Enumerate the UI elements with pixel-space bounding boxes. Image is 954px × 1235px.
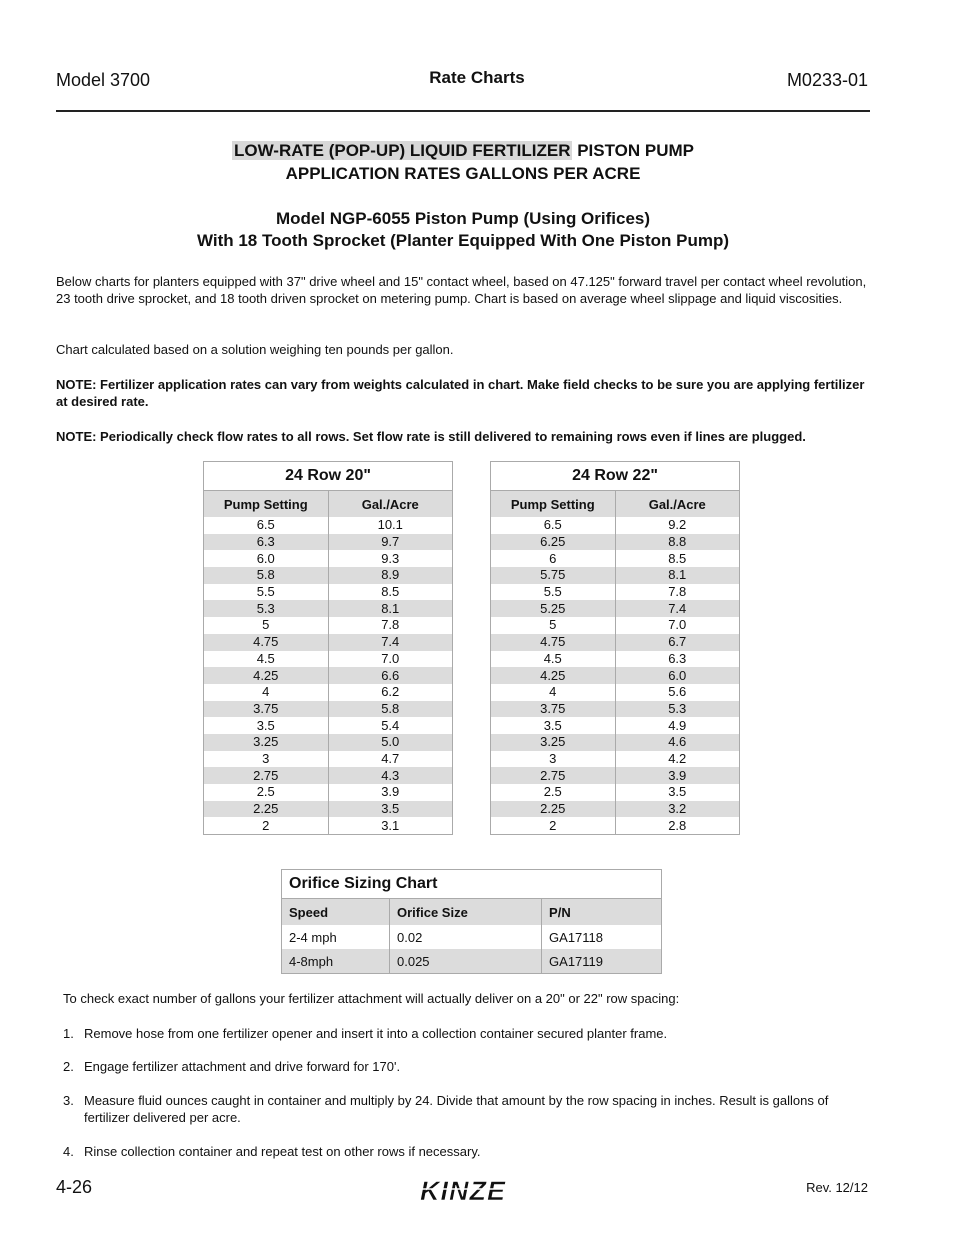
table-cell: 6: [549, 550, 557, 566]
table-row: [491, 534, 740, 551]
table-cell: 7.8: [615, 584, 740, 601]
table-cell: 6.0: [615, 667, 740, 684]
table-row: [204, 784, 453, 801]
table-cell: GA17118: [542, 925, 662, 949]
table-cell: 9.3: [328, 550, 453, 567]
table-cell: 6.6: [328, 667, 453, 684]
table-cell: 2.8: [615, 817, 740, 834]
table-row: [204, 567, 453, 584]
table-cell: 8.1: [328, 600, 453, 617]
table-row: [491, 717, 740, 734]
table-cell: 4.3: [328, 767, 453, 784]
table-cell: GA17119: [542, 949, 662, 974]
table-cell: 2: [262, 817, 270, 833]
table-row: [204, 634, 453, 651]
table-row: [204, 517, 453, 534]
table-cell: 3.5: [328, 801, 453, 818]
table-row: [204, 684, 453, 701]
table-cell: 5.75: [491, 567, 616, 584]
table-cell: 8.8: [615, 534, 740, 551]
table-cell: 4.25: [204, 667, 329, 684]
table-row: [204, 584, 453, 601]
table-row: [204, 600, 453, 617]
table-cell: 4.7: [328, 751, 453, 768]
column-header: Pump Setting: [491, 491, 616, 518]
table-cell: 6.5: [543, 517, 562, 533]
table-row: [204, 817, 453, 834]
table-row: [491, 634, 740, 651]
table-row: [204, 701, 453, 718]
table-cell: 0.02: [390, 925, 542, 949]
title-line-3: Model NGP-6055 Piston Pump (Using Orifices): [275, 209, 651, 228]
table-cell: 3.75: [204, 701, 329, 718]
step-number: 1.: [63, 1026, 74, 1041]
table-cell: 5.3: [204, 600, 329, 617]
step-number: 4.: [63, 1144, 74, 1159]
table-caption: 24 Row 20": [204, 462, 453, 491]
table-caption: 24 Row 22": [491, 462, 740, 491]
rate-table-20in: [203, 461, 453, 835]
table-row: [204, 617, 453, 634]
table-cell: 3.1: [328, 817, 453, 834]
table-row: [491, 734, 740, 751]
table-row: [204, 717, 453, 734]
table-cell: 4.6: [615, 734, 740, 751]
table-row: [491, 584, 740, 601]
table-cell: 4.75: [204, 634, 329, 651]
table-cell: 5.4: [328, 717, 453, 734]
table-cell: 5.25: [491, 600, 616, 617]
table-cell: 2.25: [491, 801, 616, 818]
table-cell: 4.25: [491, 667, 616, 684]
table-cell: 4-8mph: [282, 949, 390, 974]
table-cell: 5: [262, 617, 270, 633]
column-header: P/N: [542, 899, 662, 926]
table-cell: 7.0: [615, 617, 740, 634]
table-row: [282, 925, 662, 949]
table-cell: 7.4: [328, 634, 453, 651]
table-cell: 4: [262, 684, 270, 700]
table-row: [204, 534, 453, 551]
column-header: Orifice Size: [390, 899, 542, 926]
table-cell: 2.25: [204, 801, 329, 818]
table-cell: 3: [262, 750, 270, 766]
table-cell: 3.25: [204, 734, 329, 751]
table-cell: 6.3: [204, 534, 329, 551]
title-line-4: With 18 Tooth Sprocket (Planter Equipped With One Piston Pump): [196, 231, 730, 250]
table-cell: 6.5: [256, 517, 275, 533]
header-divider: [56, 110, 870, 112]
table-cell: 9.7: [328, 534, 453, 551]
table-cell: 2.75: [491, 767, 616, 784]
kinze-logo: [403, 1175, 523, 1205]
table-cell: 9.2: [615, 517, 740, 534]
table-row: [491, 701, 740, 718]
table-cell: 5.8: [204, 567, 329, 584]
table-cell: 3.9: [328, 784, 453, 801]
step-text: Rinse collection container and repeat test on other rows if necessary.: [84, 1144, 481, 1159]
table-cell: 5: [549, 617, 557, 633]
header-section-title: Rate Charts: [429, 68, 525, 87]
table-cell: 5.0: [328, 734, 453, 751]
column-header: Gal./Acre: [328, 491, 453, 518]
table-row: [491, 684, 740, 701]
table-cell: 8.9: [328, 567, 453, 584]
table-cell: 8.1: [615, 567, 740, 584]
table-row: [282, 949, 662, 974]
note-flow-rates: NOTE: Periodically check flow rates to all rows. Set flow rate is still delivered to remaining rows even if lines are plugged.: [56, 429, 806, 444]
table-cell: 7.4: [615, 600, 740, 617]
solution-weight-paragraph: Chart calculated based on a solution weighing ten pounds per gallon.: [56, 342, 454, 357]
table-row: [204, 651, 453, 668]
table-cell: 3.5: [615, 784, 740, 801]
page-number: 4-26: [56, 1177, 93, 1197]
title-line-2: APPLICATION RATES GALLONS PER ACRE: [285, 164, 641, 183]
table-row: [491, 517, 740, 534]
table-row: [491, 667, 740, 684]
title-line-1: [0, 141, 926, 161]
step-text: Engage fertilizer attachment and drive forward for 170'.: [84, 1059, 401, 1074]
column-header: Gal./Acre: [615, 491, 740, 518]
note-application-rates: NOTE: Fertilizer application rates can vary from weights calculated in chart. Make field checks to be sure you are applying fertilizer at desired rate.: [56, 377, 865, 409]
table-row: [204, 767, 453, 784]
table-row: [204, 801, 453, 818]
table-row: [491, 550, 740, 567]
table-cell: 6.0: [256, 550, 275, 566]
table-row: [204, 734, 453, 751]
table-cell: 7.8: [328, 617, 453, 634]
table-cell: 3.2: [615, 801, 740, 818]
table-cell: 2: [549, 817, 557, 833]
rate-table-22in: [490, 461, 740, 835]
table-row: [204, 550, 453, 567]
table-row: [491, 817, 740, 834]
table-cell: 4: [549, 684, 557, 700]
procedure-intro: To check exact number of gallons your fertilizer attachment will actually deliver on a 20" or 22" row spacing:: [63, 991, 680, 1006]
description-paragraph: Below charts for planters equipped with 37" drive wheel and 15" contact wheel, based on 47.125" forward travel per contact wheel revolution, 23 tooth drive sprocket, and 18 tooth driven sprocket on metering pump. Chart is based on average wheel slippage and liquid viscosities.: [56, 274, 867, 306]
table-cell: 6.2: [328, 684, 453, 701]
table-cell: 2.75: [204, 767, 329, 784]
table-cell: 8.5: [615, 550, 740, 567]
table-row: [491, 751, 740, 768]
column-header: Pump Setting: [204, 491, 329, 518]
step-text: Remove hose from one fertilizer opener and insert it into a collection container secured planter frame.: [84, 1026, 668, 1041]
table-cell: 6.3: [615, 651, 740, 668]
title-highlight: LOW-RATE (POP-UP) LIQUID FERTILIZER: [233, 141, 571, 160]
title-line1-rest: PISTON PUMP: [572, 141, 695, 160]
table-row: [491, 567, 740, 584]
procedure-step: [63, 1143, 873, 1160]
table-cell: 5.3: [615, 701, 740, 718]
header-doc-number: M0233-01: [786, 70, 868, 90]
table-row: [491, 600, 740, 617]
table-cell: 3.9: [615, 767, 740, 784]
table-cell: 5.5: [543, 584, 562, 600]
orifice-sizing-chart: [281, 869, 662, 974]
table-cell: 2-4 mph: [289, 929, 337, 945]
procedure-step: [63, 1058, 873, 1075]
table-cell: 2.5: [543, 784, 562, 800]
table-cell: 5.8: [328, 701, 453, 718]
table-cell: 5.6: [615, 684, 740, 701]
table-row: [491, 651, 740, 668]
table-cell: 4.5: [543, 650, 562, 666]
table-cell: 10.1: [328, 517, 453, 534]
table-row: [204, 751, 453, 768]
column-header: Speed: [282, 899, 390, 926]
procedure-step: [63, 1092, 873, 1126]
table-cell: 3.25: [491, 734, 616, 751]
table-cell: 6.7: [615, 634, 740, 651]
table-row: [491, 617, 740, 634]
table-row: [204, 667, 453, 684]
revision-date: Rev. 12/12: [806, 1180, 868, 1195]
table-row: [491, 801, 740, 818]
table-cell: 7.0: [328, 651, 453, 668]
table-row: [491, 767, 740, 784]
step-text: Measure fluid ounces caught in container and multiply by 24. Divide that amount by the row spacing in inches. Result is gallons of fertilizer delivered per acre.: [84, 1093, 829, 1125]
table-cell: 2.5: [256, 784, 275, 800]
header-model: Model 3700: [56, 70, 151, 90]
table-cell: 5.5: [256, 584, 275, 600]
table-cell: 4.75: [491, 634, 616, 651]
table-cell: 4.2: [615, 751, 740, 768]
table-cell: 3.5: [256, 717, 275, 733]
table-cell: 0.025: [390, 949, 542, 974]
table-cell: 6.25: [491, 534, 616, 551]
step-number: 3.: [63, 1093, 74, 1108]
table-cell: 4.5: [256, 650, 275, 666]
step-number: 2.: [63, 1059, 74, 1074]
table-cell: 8.5: [328, 584, 453, 601]
table-cell: 3.75: [491, 701, 616, 718]
logo-text: KINZE: [420, 1176, 506, 1205]
table-cell: 3.5: [543, 717, 562, 733]
procedure-step: [63, 1025, 873, 1042]
table-cell: 3: [549, 750, 557, 766]
table-caption: Orifice Sizing Chart: [282, 870, 662, 899]
table-row: [491, 784, 740, 801]
table-cell: 4.9: [615, 717, 740, 734]
